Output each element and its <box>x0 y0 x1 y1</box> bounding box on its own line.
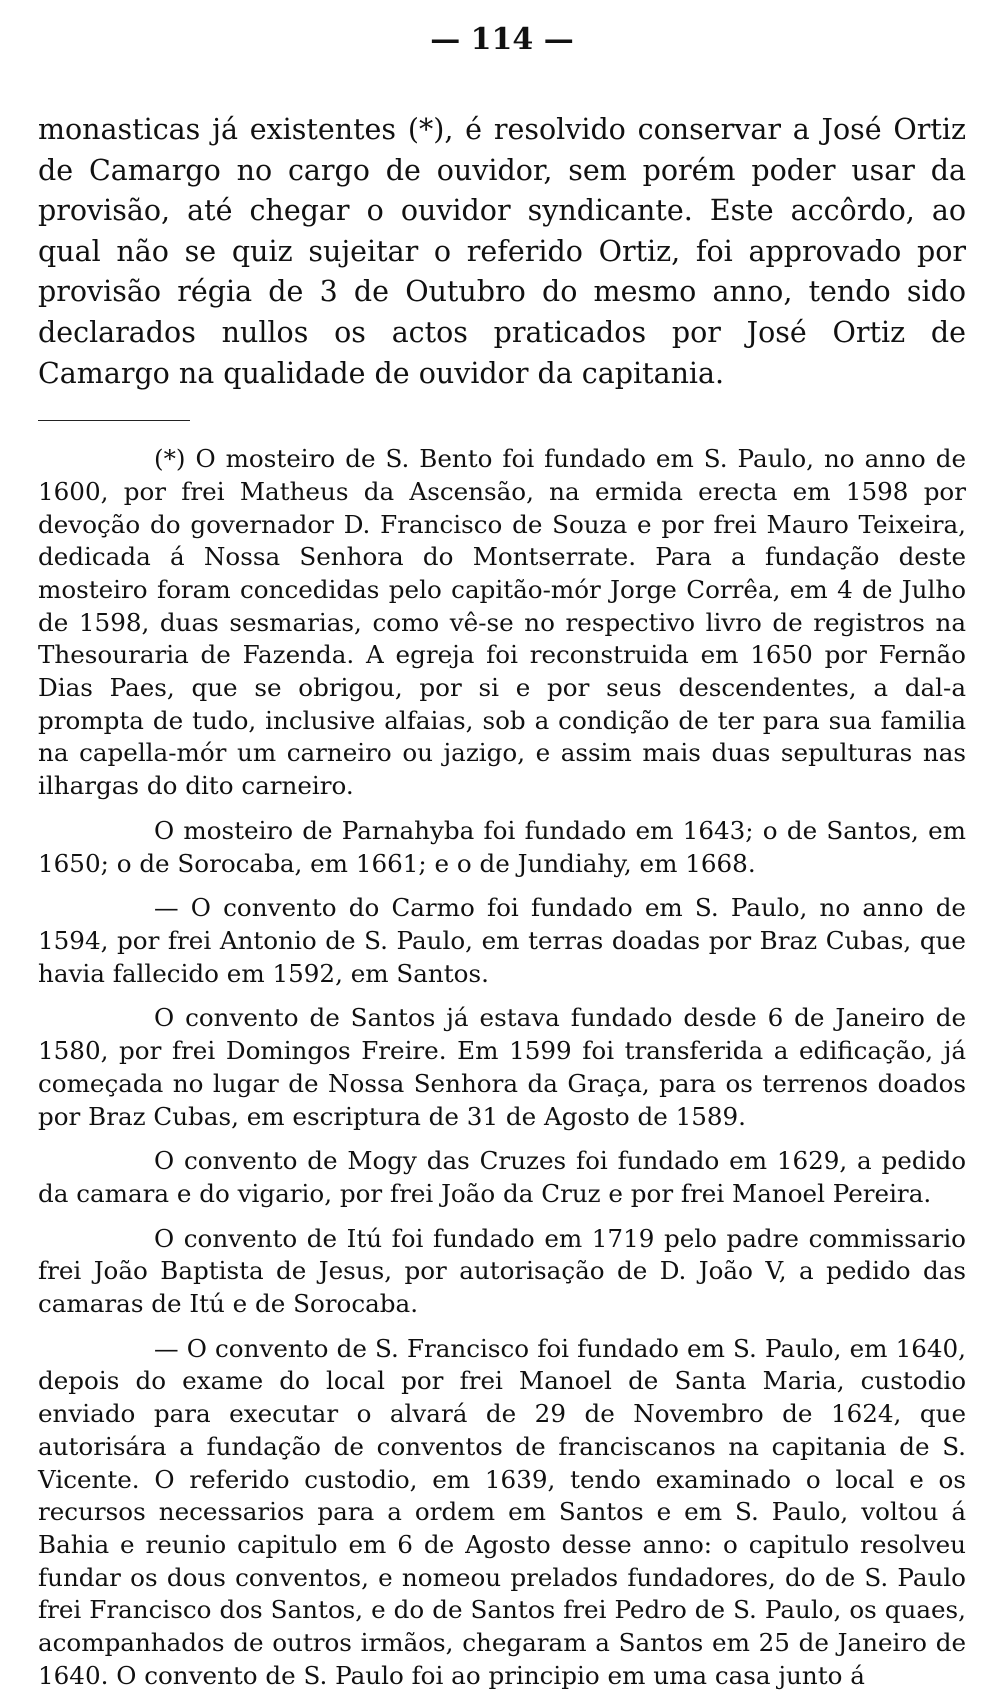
footnote-santos: O convento de Santos já estava fundado desde 6 de Janeiro de 1580, por frei Domingos Freire. Em 1599 foi transferida a edificação, já começada no lugar de Nossa Senhora da Graça, para os terrenos doados por Braz Cubas, em escriptura de 31 de Agosto de 1589. <box>38 1003 966 1131</box>
footnote-parnahyba: O mosteiro de Parnahyba foi fundado em 1643; o de Santos, em 1650; o de Sorocaba, em 1661; e o de Jundiahy, em 1668. <box>38 815 966 878</box>
body-paragraph: monasticas já existentes (*), é resolvido conservar a José Ortiz de Camargo no cargo de ouvidor, sem porém poder usar da provisão, até chegar o ouvidor syndicante. Este accôrdo, ao qual não se quiz sujeitar o referido Ortiz, foi approvado por provisão régia de 3 de Outubro do mesmo anno, tendo sido declarados nullos os actos praticados por José Ortiz de Camargo na qualidade de ouvidor da capitania. <box>38 113 966 390</box>
main-text <box>38 110 966 394</box>
document-page <box>38 18 966 1692</box>
footnote-sao-francisco: — O convento de S. Francisco foi fundado em S. Paulo, em 1640, depois do exame do local por frei Manoel de Santa Maria, custodio enviado para executar o alvará de 29 de Novembro de 1624, que autorisára a fundação de conventos de franciscanos na capitania de S. Vicente. O referido custodio, em 1639, tendo examinado o local e os recursos necessarios para a ordem em Santos e em S. Paulo, voltou á Bahia e reunio capitulo em 6 de Agosto desse anno: o capitulo resolveu fundar os dous conventos, e nomeou prelados fundadores, do de S. Paulo frei Francisco dos Santos, e do de Santos frei Pedro de S. Paulo, os quaes, acompanhados de outros irmãos, chegaram a Santos em 25 de Janeiro de 1640. O convento de S. Paulo foi ao principio em uma casa junto á <box>38 1333 966 1690</box>
footnote-separator <box>38 420 190 421</box>
footnote-itu: O convento de Itú foi fundado em 1719 pelo padre commissario frei João Baptista de Jesus, por autorisação de D. João V, a pedido das camaras de Itú e de Sorocaba. <box>38 1223 966 1319</box>
footnotes <box>38 443 966 1692</box>
footnote-mogy: O convento de Mogy das Cruzes foi fundado em 1629, a pedido da camara e do vigario, por frei João da Cruz e por frei Manoel Pereira. <box>38 1146 966 1208</box>
footnote-sao-bento: (*) O mosteiro de S. Bento foi fundado em S. Paulo, no anno de 1600, por frei Matheus da Ascensão, na ermida erecta em 1598 por devoção do governador D. Francisco de Souza e por frei Mauro Teixeira, dedicada á Nossa Senhora do Montserrate. Para a fundação deste mosteiro foram concedidas pelo capitão-mór Jorge Corrêa, em 4 de Julho de 1598, duas sesmarias, como vê-se no respectivo livro de registros na Thesouraria de Fazenda. A egreja foi reconstruida em 1650 por Fernão Dias Paes, que se obrigou, por si e por seus descendentes, a dal-a prompta de tudo, inclusive alfaias, sob a condição de ter para sua familia na capella-mór um carneiro ou jazigo, e assim mais duas sepulturas nas ilhargas do dito carneiro. <box>38 444 966 801</box>
footnote-carmo: — O convento do Carmo foi fundado em S. Paulo, no anno de 1594, por frei Antonio de S. Paulo, em terras doadas por Braz Cubas, que havia fallecido em 1592, em Santos. <box>38 893 966 988</box>
page-number: — 114 — <box>430 22 574 57</box>
